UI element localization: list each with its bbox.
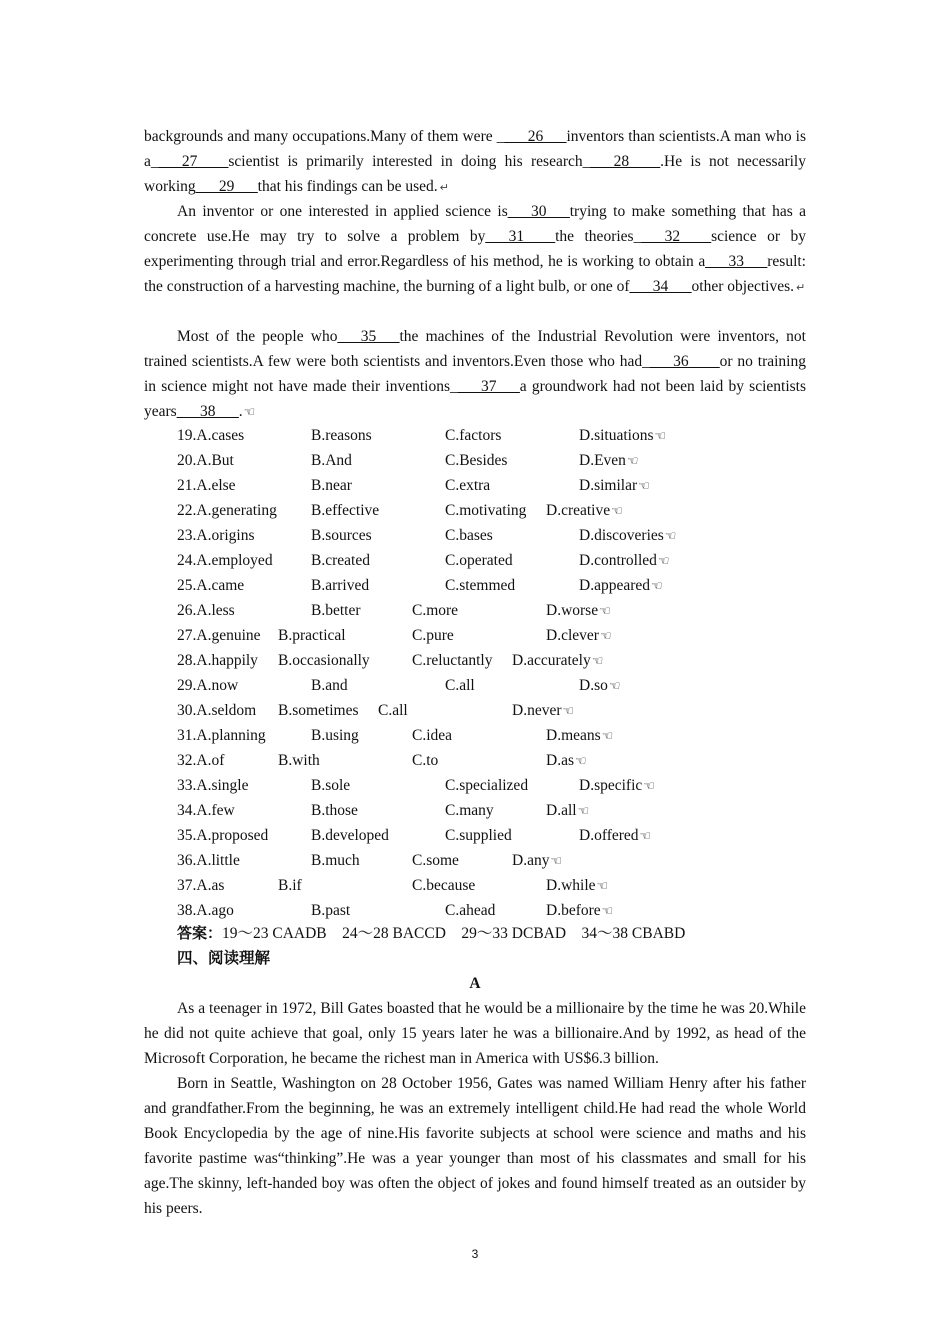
option-a: 28.A.happily <box>177 652 258 669</box>
option-c: C.extra <box>445 477 491 494</box>
option-b: B.past <box>311 902 351 919</box>
option-b: B.occasionally <box>278 652 370 669</box>
option-c: C.idea <box>412 727 453 744</box>
option-b: B.reasons <box>311 427 372 444</box>
option-b: B.if <box>278 877 302 894</box>
option-a: 38.A.ago <box>177 902 234 919</box>
hand-mark-icon: ☜ <box>654 429 667 444</box>
option-a: 32.A.of <box>177 752 225 769</box>
hand-mark-icon: ☜ <box>639 829 652 844</box>
blank-33: ___33___ <box>705 253 768 270</box>
option-c: C.ahead <box>445 902 496 919</box>
blank-37: ___37___ <box>457 378 520 395</box>
option-d: D.discoveries☜ <box>579 527 677 544</box>
blank-30: ___30___ <box>507 203 570 220</box>
option-a: 36.A.little <box>177 852 240 869</box>
hand-mark-icon: ☜ <box>577 804 590 819</box>
option-c: C.all <box>378 702 408 719</box>
hand-mark-icon: ☜ <box>657 554 670 569</box>
option-a: 21.A.else <box>177 477 236 494</box>
passage-title: A <box>469 975 481 992</box>
option-d: D.offered☜ <box>579 827 652 844</box>
option-c: C.operated <box>445 552 513 569</box>
option-a: 20.A.But <box>177 452 234 469</box>
answer-label: 答案： <box>177 924 223 942</box>
answer-text: 19～23 CAADB 24～28 BACCD 29～33 DCBAD 34～38 CBABD <box>222 925 686 942</box>
option-c: C.to <box>412 752 439 769</box>
option-d: D.situations☜ <box>579 427 667 444</box>
hand-mark-icon: ☜ <box>599 629 612 644</box>
option-b: B.and <box>311 677 348 694</box>
option-c: C.supplied <box>445 827 512 844</box>
hand-mark-icon: ☜ <box>243 405 256 420</box>
option-c: C.pure <box>412 627 454 644</box>
hand-mark-icon: ☜ <box>608 679 621 694</box>
option-c: C.motivating <box>445 502 527 519</box>
option-a: 30.A.seldom <box>177 702 257 719</box>
option-d: D.similar☜ <box>579 477 650 494</box>
option-d: D.worse☜ <box>546 602 611 619</box>
cloze-paragraph-2: An inventor or one interested in applied science is___30___trying to make something that has a concrete use.He may try to solve a problem by___31____the theories____32____science or by experimenting through trial and error.Regardless of his method, he is working to obtain a___33___result: the construction of a harvesting machine, the burning of a light bulb, or one of___34___other objectives. ↵ <box>144 203 806 295</box>
option-b: B.better <box>311 602 361 619</box>
hand-mark-icon: ☜ <box>664 529 677 544</box>
option-d: D.before☜ <box>546 902 614 919</box>
option-d: D.clever☜ <box>546 627 612 644</box>
option-c: C.because <box>412 877 476 894</box>
blank-35: ___35___ <box>337 328 400 345</box>
hand-mark-icon: ☜ <box>638 479 650 494</box>
hand-mark-icon: ☜ <box>591 654 604 669</box>
option-b: B.sole <box>311 777 351 794</box>
option-b: B.those <box>311 802 358 819</box>
option-b: B.practical <box>278 627 346 644</box>
paragraph-mark-icon: ↵ <box>796 281 806 294</box>
option-d: D.means☜ <box>546 727 614 744</box>
option-b: B.arrived <box>311 577 370 594</box>
reading-paragraph-1: As a teenager in 1972, Bill Gates boasted that he would be a millionaire by the time he was 20.While he did not quite achieve that goal, only 15 years later he was a billionaire.And by 1992, as head of the Microsoft Corporation, he became the richest man in America with US$6.3 billion. <box>144 1000 806 1067</box>
page-number: 3 <box>471 1247 479 1261</box>
option-b: B.much <box>311 852 360 869</box>
option-a: 31.A.planning <box>177 727 266 744</box>
option-c: C.all <box>445 677 475 694</box>
option-d: D.appeared☜ <box>579 577 663 594</box>
option-b: B.developed <box>311 827 389 844</box>
option-a: 23.A.origins <box>177 527 255 544</box>
blank-32: ___32____ <box>641 228 712 245</box>
option-a: 26.A.less <box>177 602 235 619</box>
hand-mark-icon: ☜ <box>601 904 614 919</box>
hand-mark-icon: ☜ <box>626 454 639 469</box>
option-d: D.all☜ <box>546 802 590 819</box>
option-d: D.never☜ <box>512 702 575 719</box>
blank-34: ___34___ <box>629 278 692 295</box>
option-a: 34.A.few <box>177 802 235 819</box>
reading-paragraph-2: Born in Seattle, Washington on 28 October 1956, Gates was named William Henry after his father and grandfather.From the beginning, he was an extremely intelligent child.He had read the whole World Book Encyclopedia by the age of nine.His favorite subjects at school were science and maths and his favorite pastime was“thinking”.He was a year younger than most of his classmates and small for his age.The skinny, left-handed boy was often the object of jokes and found himself treated as an outsider by his peers. <box>144 1075 806 1217</box>
option-c: C.reluctantly <box>412 652 493 669</box>
option-c: C.more <box>412 602 459 619</box>
blank-38: ___38___ <box>176 403 239 420</box>
option-c: C.many <box>445 802 494 819</box>
cloze-paragraph-3: Most of the people who___35___the machines of the Industrial Revolution were inventors, not trained scientists.A few were both scientists and inventors.Even those who had____36____or no training in science might not have made their inventions____37___a groundwork had not been laid by scientists years___38___.☜ <box>144 328 806 420</box>
option-d: D.specific☜ <box>579 777 655 794</box>
blank-29: ___29___ <box>195 178 258 195</box>
option-c: C.bases <box>445 527 493 544</box>
hand-mark-icon: ☜ <box>601 729 614 744</box>
option-c: C.factors <box>445 427 502 444</box>
option-d: D.as☜ <box>546 752 587 769</box>
option-a: 37.A.as <box>177 877 225 894</box>
option-d: D.accurately☜ <box>512 652 604 669</box>
hand-mark-icon: ☜ <box>574 754 587 769</box>
option-a: 25.A.came <box>177 577 245 594</box>
blank-31: ___31____ <box>485 228 556 245</box>
option-c: C.Besides <box>445 452 508 469</box>
option-a: 33.A.single <box>177 777 249 794</box>
blank-26: ___26___ <box>504 128 567 145</box>
hand-mark-icon: ☜ <box>599 604 611 619</box>
section-heading: 四、阅读理解 <box>177 949 271 967</box>
option-d: D.any☜ <box>512 852 563 869</box>
option-d: D.Even☜ <box>579 452 639 469</box>
cloze-paragraph-1: backgrounds and many occupations.Many of them were ____26___inventors than scientists.A man who is a____27____scientist is primarily interested in doing his research____28____.He is not necessarily working___29___that his findings can be used. ↵ <box>144 128 807 195</box>
option-b: B.effective <box>311 502 380 519</box>
blank-27: ___27____ <box>158 153 229 170</box>
blank-28: ___28____ <box>590 153 661 170</box>
option-a: 22.A.generating <box>177 502 277 519</box>
option-b: B.with <box>278 752 320 769</box>
answer-key <box>177 921 685 946</box>
option-b: B.sometimes <box>278 702 359 719</box>
option-d: D.so☜ <box>579 677 621 694</box>
hand-mark-icon: ☜ <box>550 854 563 869</box>
hand-mark-icon: ☜ <box>611 504 623 519</box>
option-b: B.sources <box>311 527 372 544</box>
blank-36: ___36____ <box>649 353 720 370</box>
hand-mark-icon: ☜ <box>651 579 663 594</box>
option-c: C.stemmed <box>445 577 516 594</box>
option-b: B.using <box>311 727 359 744</box>
option-d: D.controlled☜ <box>579 552 670 569</box>
hand-mark-icon: ☜ <box>596 879 609 894</box>
option-b: B.near <box>311 477 352 494</box>
hand-mark-icon: ☜ <box>643 779 655 794</box>
option-b: B.And <box>311 452 352 469</box>
paragraph-mark-icon: ↵ <box>439 181 449 194</box>
option-a: 27.A.genuine <box>177 627 261 644</box>
option-c: C.some <box>412 852 459 869</box>
option-a: 24.A.employed <box>177 552 273 569</box>
hand-mark-icon: ☜ <box>562 704 575 719</box>
option-a: 19.A.cases <box>177 427 245 444</box>
option-a: 35.A.proposed <box>177 827 269 844</box>
option-b: B.created <box>311 552 370 569</box>
option-d: D.creative☜ <box>546 502 623 519</box>
option-c: C.specialized <box>445 777 529 794</box>
option-d: D.while☜ <box>546 877 609 894</box>
option-a: 29.A.now <box>177 677 239 694</box>
